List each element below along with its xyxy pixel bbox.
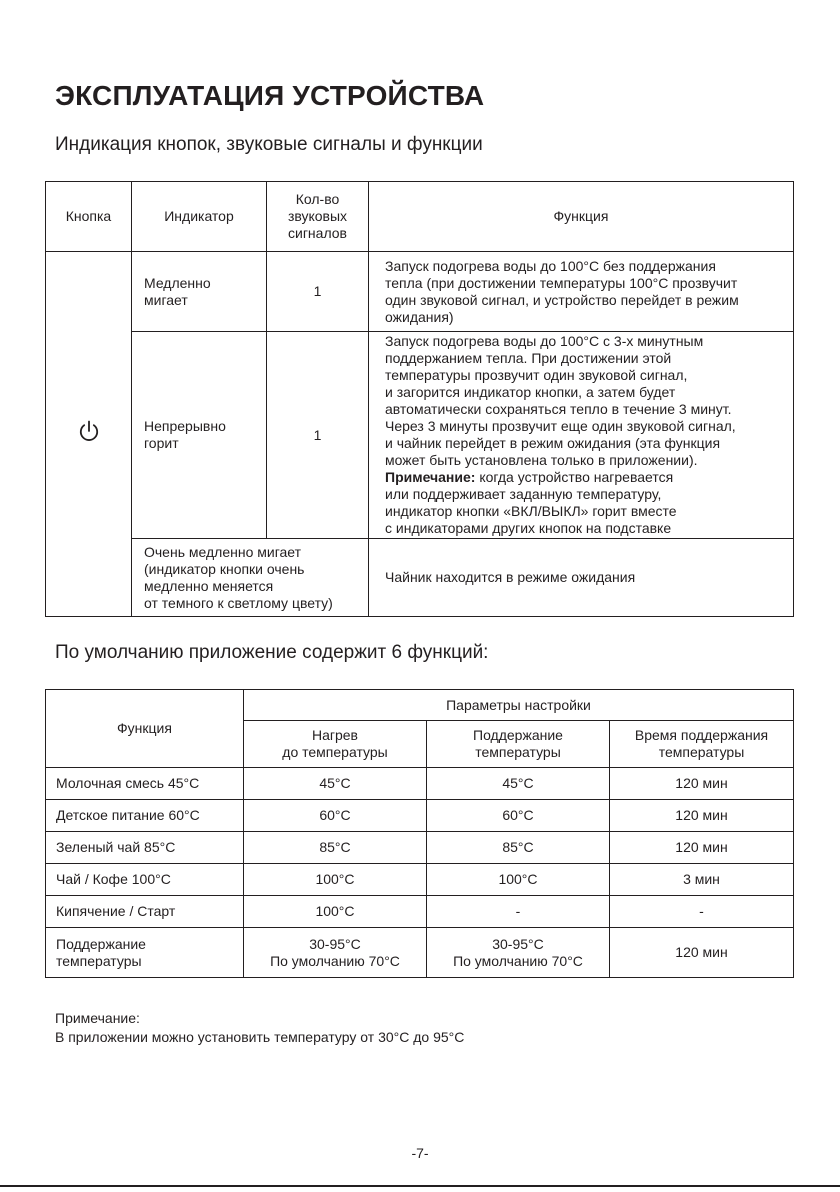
table-row — [46, 800, 794, 832]
function-cell — [369, 332, 794, 539]
function-name-cell: Молочная смесь 45°C — [46, 768, 244, 800]
function-name-cell: Зеленый чай 85°C — [46, 832, 244, 864]
heat-cell: 100°C — [244, 864, 427, 896]
power-icon — [77, 419, 101, 445]
page-number: -7- — [411, 1145, 429, 1161]
table-row — [46, 864, 794, 896]
header-beeps: Кол-во звуковых сигналов — [267, 182, 369, 252]
header-keep: Поддержание температуры — [427, 721, 610, 768]
header-heat: Нагрев до температуры — [244, 721, 427, 768]
table-row — [46, 252, 794, 332]
beeps-cell: 1 — [267, 332, 369, 539]
indication-table-header — [46, 182, 794, 252]
section-heading-functions: По умолчанию приложение содержит 6 функций: — [55, 642, 489, 663]
time-cell: 120 мин — [610, 928, 794, 978]
table-row — [46, 768, 794, 800]
button-cell — [46, 252, 132, 617]
header-time: Время поддержания температуры — [610, 721, 794, 768]
keep-cell: 45°C — [427, 768, 610, 800]
header-function: Функция — [46, 690, 244, 768]
keep-cell: 85°C — [427, 832, 610, 864]
time-cell: 120 мин — [610, 832, 794, 864]
function-name-cell: Чай / Кофе 100°C — [46, 864, 244, 896]
function-cell: Запуск подогрева воды до 100°C без поддержания тепла (при достижении температуры 100°C прозвучит один звуковой сигнал, и устройство перейдет в режим ожидания) — [369, 252, 794, 332]
table-row — [46, 896, 794, 928]
header-function: Функция — [369, 182, 794, 252]
page-title: ЭКСПЛУАТАЦИЯ УСТРОЙСТВА — [55, 80, 485, 111]
indicator-cell: Непрерывно горит — [132, 332, 267, 539]
indicator-cell: Очень медленно мигает (индикатор кнопки очень медленно меняется от темного к светлому цвету) — [132, 539, 369, 617]
beeps-cell: 1 — [267, 252, 369, 332]
heat-cell: 30-95°C По умолчанию 70°C — [244, 928, 427, 978]
function-name-cell: Кипячение / Старт — [46, 896, 244, 928]
section-heading-indication: Индикация кнопок, звуковые сигналы и функции — [55, 134, 483, 155]
functions-table — [45, 689, 794, 978]
note-label: Примечание: — [55, 1010, 140, 1026]
heat-cell: 85°C — [244, 832, 427, 864]
keep-cell: 100°C — [427, 864, 610, 896]
functions-table-header — [46, 690, 794, 721]
keep-cell: 30-95°C По умолчанию 70°C — [427, 928, 610, 978]
keep-cell: - — [427, 896, 610, 928]
header-params: Параметры настройки — [244, 690, 794, 721]
indication-table — [45, 181, 794, 617]
note-text: когда устройство нагревается или поддерживает заданную температуру, индикатор кнопки «ВКЛ/ВЫКЛ» горит вместе с индикаторами других кнопок на подставке — [385, 469, 677, 536]
time-cell: 120 мин — [610, 768, 794, 800]
table-row — [46, 332, 794, 539]
note-block — [55, 1009, 464, 1047]
time-cell: 3 мин — [610, 864, 794, 896]
header-button: Кнопка — [46, 182, 132, 252]
time-cell: 120 мин — [610, 800, 794, 832]
heat-cell: 45°C — [244, 768, 427, 800]
indicator-cell: Медленно мигает — [132, 252, 267, 332]
table-row — [46, 539, 794, 617]
table-row — [46, 832, 794, 864]
function-cell: Чайник находится в режиме ожидания — [369, 539, 794, 617]
function-name-cell: Детское питание 60°C — [46, 800, 244, 832]
header-indicator: Индикатор — [132, 182, 267, 252]
note-label: Примечание: — [385, 469, 476, 485]
table-row — [46, 928, 794, 978]
function-text: Запуск подогрева воды до 100°C с 3-х минутным поддержанием тепла. При достижении этой температуры прозвучит один звуковой сигнал, и загорится индикатор кнопки, а затем будет автоматически сохраняться тепло в течение 3 минут. Через 3 минуты прозвучит еще один звуковой сигнал, и чайник перейдет в режим ожидания (эта функция может быть установлена только в приложении). — [385, 333, 736, 468]
keep-cell: 60°C — [427, 800, 610, 832]
function-name-cell: Поддержание температуры — [46, 928, 244, 978]
bottom-rule — [0, 1185, 840, 1187]
heat-cell: 60°C — [244, 800, 427, 832]
time-cell: - — [610, 896, 794, 928]
heat-cell: 100°C — [244, 896, 427, 928]
note-text: В приложении можно установить температуру от 30°C до 95°C — [55, 1029, 465, 1045]
